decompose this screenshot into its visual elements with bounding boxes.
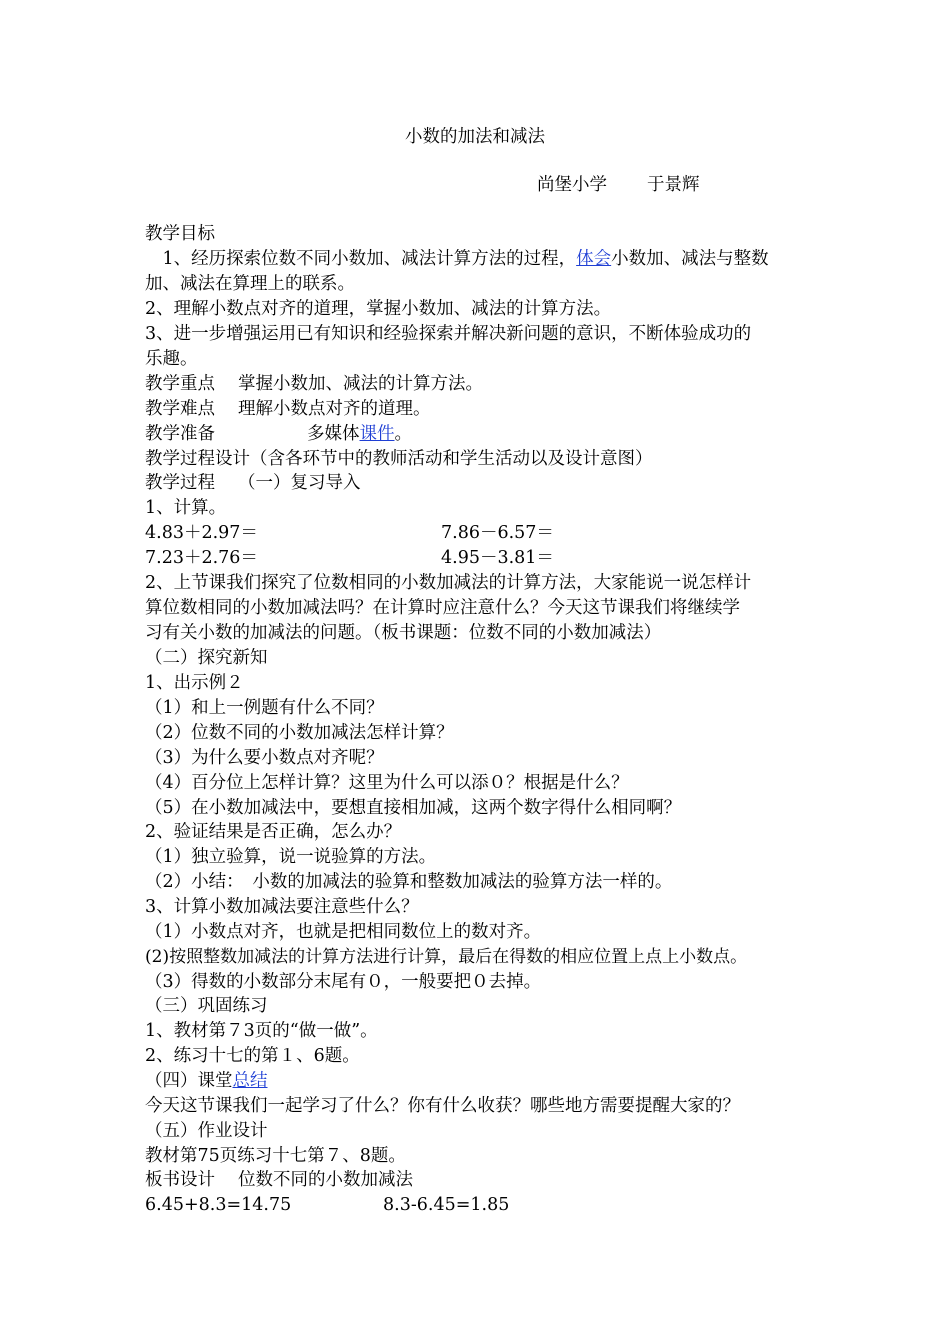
review-2-line-1: 2、上节课我们探究了位数相同的小数加减法的计算方法，大家能说一说怎样计 [145,573,752,593]
document-title: 小数的加法和减法 [405,127,545,147]
board-calc-row [145,1193,510,1217]
link-zongjie[interactable]: 总结 [232,1071,268,1091]
author-line [537,173,700,197]
prep-value-text: 多媒体 [307,424,360,444]
attention-2: (2)按照整数加减法的计算方法进行计算，最后在得数的相应位置上点上小数点。 [145,947,748,967]
practice-1: 1、教材第７3页的“做一做”。 [145,1021,378,1041]
author-name: 于景辉 [647,175,700,195]
process-heading: 教学过程 （一）复习导入 [145,473,361,493]
question-3: （3）为什么要小数点对齐呢？ [145,748,384,768]
prep-value-end: 。 [394,424,412,444]
explore-heading: （二）探究新知 [145,648,268,668]
goal-1-text: 1、经历探索位数不同小数加、减法计算方法的过程， [145,249,577,269]
calc-2-right: 4.95－3.81＝ [441,548,554,568]
question-2: （2）位数不同的小数加减法怎样计算？ [145,723,454,743]
goal-3-line-2: 乐趣。 [145,349,198,369]
goal-1-text-end: 小数加、减法与整数 [611,249,769,269]
link-kejian[interactable]: 课件 [359,424,395,444]
goals-heading: 教学目标 [145,224,215,244]
key-point: 教学重点 掌握小数加、减法的计算方法。 [145,374,484,394]
link-tihui[interactable]: 体会 [576,249,612,269]
preparation [145,422,412,446]
question-1: （1）和上一例题有什么不同？ [145,698,384,718]
practice-heading: （三）巩固练习 [145,996,268,1016]
process-design: 教学过程设计（含各环节中的教师活动和学生活动以及设计意图） [145,449,653,469]
attention-1: （1）小数点对齐，也就是把相同数位上的数对齐。 [145,922,542,942]
summary-question: 今天这节课我们一起学习了什么？你有什么收获？哪些地方需要提醒大家的？ [145,1096,740,1116]
board-calc-right: 8.3-6.45=1.85 [383,1195,510,1215]
summary-heading [145,1069,268,1093]
homework-heading: （五）作业设计 [145,1121,268,1141]
goal-3-line-1: 3、进一步增强运用已有知识和经验探索并解决新问题的意识，不断体验成功的 [145,324,752,344]
practice-2: 2、练习十七的第１、6题。 [145,1046,360,1066]
school-name: 尚堡小学 [537,175,607,195]
review-2-line-3: 习有关小数的加减法的问题。（板书课题：位数不同的小数加减法） [145,623,662,643]
calc-row-2 [145,546,554,570]
prep-value [307,422,412,446]
question-5: （5）在小数加减法中，要想直接相加减，这两个数字得什么相同啊？ [145,798,682,818]
goal-1-continued: 加、减法在算理上的联系。 [145,274,355,294]
calc-heading: 1、计算。 [145,498,227,518]
verify-heading: 2、验证结果是否正确，怎么办？ [145,822,402,842]
difficulty: 教学难点 理解小数点对齐的道理。 [145,399,431,419]
example-2: 1、出示例２ [145,673,244,693]
question-4: （4）百分位上怎样计算？这里为什么可以添０？根据是什么？ [145,773,629,793]
summary-heading-text: （四）课堂 [145,1071,233,1091]
prep-label: 教学准备 [145,424,215,444]
goal-1 [145,247,769,271]
goal-2: 2、理解小数点对齐的道理，掌握小数加、减法的计算方法。 [145,299,612,319]
review-2-line-2: 算位数相同的小数加减法吗？在计算时应注意什么？今天这节课我们将继续学 [145,598,740,618]
board-design: 板书设计 位数不同的小数加减法 [145,1170,414,1190]
board-calc-left: 6.45+8.3=14.75 [145,1195,292,1215]
attention-heading: 3、计算小数加减法要注意些什么？ [145,897,419,917]
homework: 教材第75页练习十七第７、8题。 [145,1146,406,1166]
calc-2-left: 7.23＋2.76＝ [145,548,258,568]
verify-2: （2）小结： 小数的加减法的验算和整数加减法的验算方法一样的。 [145,872,673,892]
calc-row-1 [145,521,554,545]
calc-1-left: 4.83＋2.97＝ [145,523,258,543]
calc-1-right: 7.86－6.57＝ [441,523,554,543]
verify-1: （1）独立验算，说一说验算的方法。 [145,847,437,867]
attention-3: （3）得数的小数部分末尾有０，一般要把０去掉。 [145,972,542,992]
